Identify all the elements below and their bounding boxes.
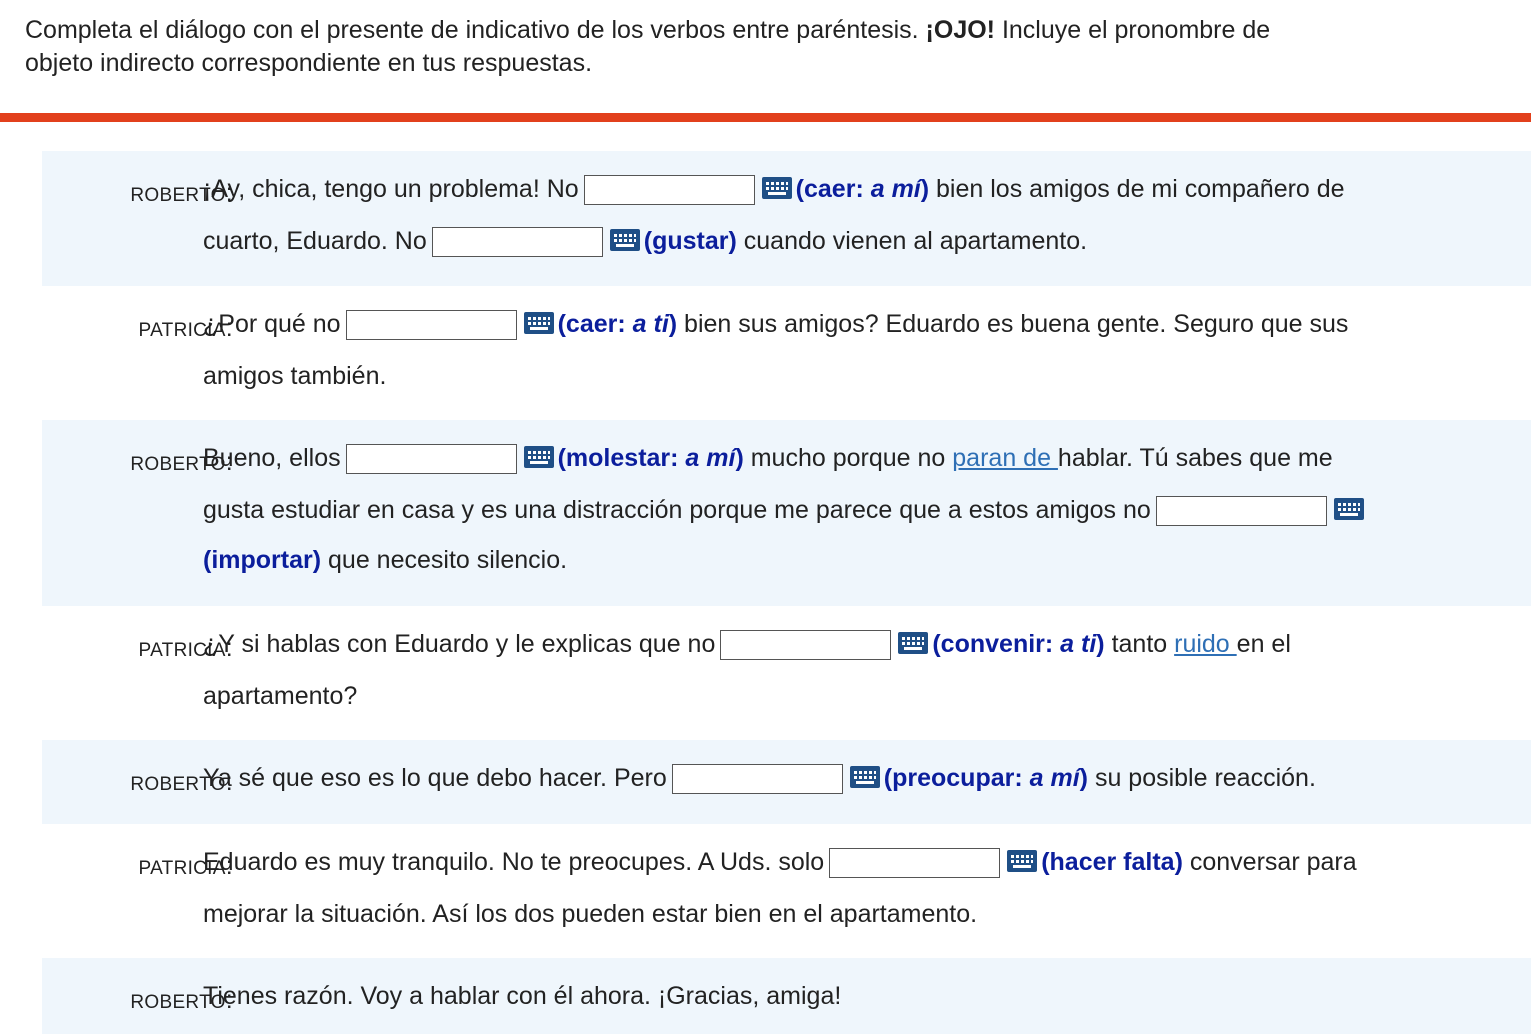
instructions-text-3: objeto indirecto correspondiente en tus respuestas. xyxy=(25,49,593,77)
dialogue-text: Eduardo es muy tranquilo. No te preocupes. A Uds. solo xyxy=(203,848,825,876)
dialogue-text: tanto xyxy=(1111,630,1168,658)
dialogue-text: conversar para xyxy=(1189,848,1357,876)
verb-cue: (molestar: a mí) xyxy=(557,444,744,472)
divider-rule xyxy=(0,113,1531,122)
keyboard-icon[interactable] xyxy=(1007,850,1037,872)
dialogue-text: gusta estudiar en casa y es una distracción porque me parece que a estos amigos no xyxy=(203,496,1151,524)
answer-input[interactable] xyxy=(584,175,755,205)
speaker-label: ROBERTO : xyxy=(130,986,233,1015)
keyboard-icon[interactable] xyxy=(524,312,554,334)
verb-cue: (hacer falta) xyxy=(1041,848,1183,876)
speaker-label: ROBERTO : xyxy=(130,448,233,477)
answer-input[interactable] xyxy=(1156,496,1327,526)
instructions-text: Completa el diálogo con el presente de indicativo de los verbos entre paréntesis. xyxy=(25,16,919,44)
dialogue-row xyxy=(42,606,1531,740)
dialogue-text: bien los amigos de mi compañero de xyxy=(936,175,1345,203)
ojo-label: ¡OJO! xyxy=(925,16,995,44)
verb-cue: (preocupar: a mí) xyxy=(883,764,1088,792)
dialogue-text: bien sus amigos? Eduardo es buena gente. Seguro que sus xyxy=(684,310,1349,338)
dialogue-text: ¿Y si hablas con Eduardo y le explicas que no xyxy=(203,630,716,658)
dialogue-text: Bueno, ellos xyxy=(203,444,341,472)
keyboard-icon[interactable] xyxy=(850,766,880,788)
dialogue-text: amigos también. xyxy=(203,362,387,390)
answer-input[interactable] xyxy=(829,848,1000,878)
answer-input[interactable] xyxy=(720,630,891,660)
dialogue-text: Tienes razón. Voy a hablar con él ahora. ¡Gracias, amiga! xyxy=(203,982,842,1010)
dialogue-text: apartamento? xyxy=(203,682,358,710)
speaker-label: ROBERTO : xyxy=(130,179,233,208)
dialogue-row xyxy=(42,958,1531,1034)
glossary-link[interactable]: ruido xyxy=(1174,630,1237,658)
keyboard-icon[interactable] xyxy=(1334,498,1364,520)
speaker-label: PATRICIA : xyxy=(139,314,233,343)
dialogue-row xyxy=(42,824,1531,958)
speaker-label: ROBERTO : xyxy=(130,768,233,797)
dialogue-text: mucho porque no xyxy=(750,444,946,472)
keyboard-icon[interactable] xyxy=(610,229,640,251)
dialogue-row xyxy=(42,740,1531,824)
dialogue-text: ¡Ay, chica, tengo un problema! No xyxy=(203,175,579,203)
dialogue-row xyxy=(42,286,1531,420)
verb-cue: (caer: a ti) xyxy=(557,310,678,338)
speaker-label: PATRICIA : xyxy=(139,634,233,663)
answer-input[interactable] xyxy=(672,764,843,794)
dialogue-text: ¿Por qué no xyxy=(203,310,341,338)
answer-input[interactable] xyxy=(346,444,517,474)
dialogue-text: cuando vienen al apartamento. xyxy=(743,227,1088,255)
instructions-text-2: Incluye el pronombre de xyxy=(1001,16,1271,44)
keyboard-icon[interactable] xyxy=(762,177,792,199)
dialogue-row xyxy=(42,420,1531,606)
keyboard-icon[interactable] xyxy=(524,446,554,468)
keyboard-icon[interactable] xyxy=(898,632,928,654)
dialogue-text: hablar. Tú sabes que me xyxy=(1057,444,1333,472)
answer-input[interactable] xyxy=(346,310,517,340)
verb-cue: (importar) xyxy=(203,546,322,574)
answer-input[interactable] xyxy=(432,227,603,257)
glossary-link[interactable]: paran de xyxy=(952,444,1058,472)
instructions xyxy=(25,14,1505,80)
verb-cue: (convenir: a ti) xyxy=(932,630,1105,658)
speaker-label: PATRICIA : xyxy=(139,852,233,881)
dialogue-text: en el xyxy=(1236,630,1291,658)
verb-cue: (caer: a mí) xyxy=(795,175,930,203)
dialogue-text: su posible reacción. xyxy=(1094,764,1316,792)
dialogue-row xyxy=(42,151,1531,286)
dialogue-text: cuarto, Eduardo. No xyxy=(203,227,427,255)
dialogue-text: Ya sé que eso es lo que debo hacer. Pero xyxy=(203,764,667,792)
dialogue-text: mejorar la situación. Así los dos pueden estar bien en el apartamento. xyxy=(203,900,978,928)
dialogue-text: que necesito silencio. xyxy=(328,546,568,574)
verb-cue: (gustar) xyxy=(643,227,737,255)
